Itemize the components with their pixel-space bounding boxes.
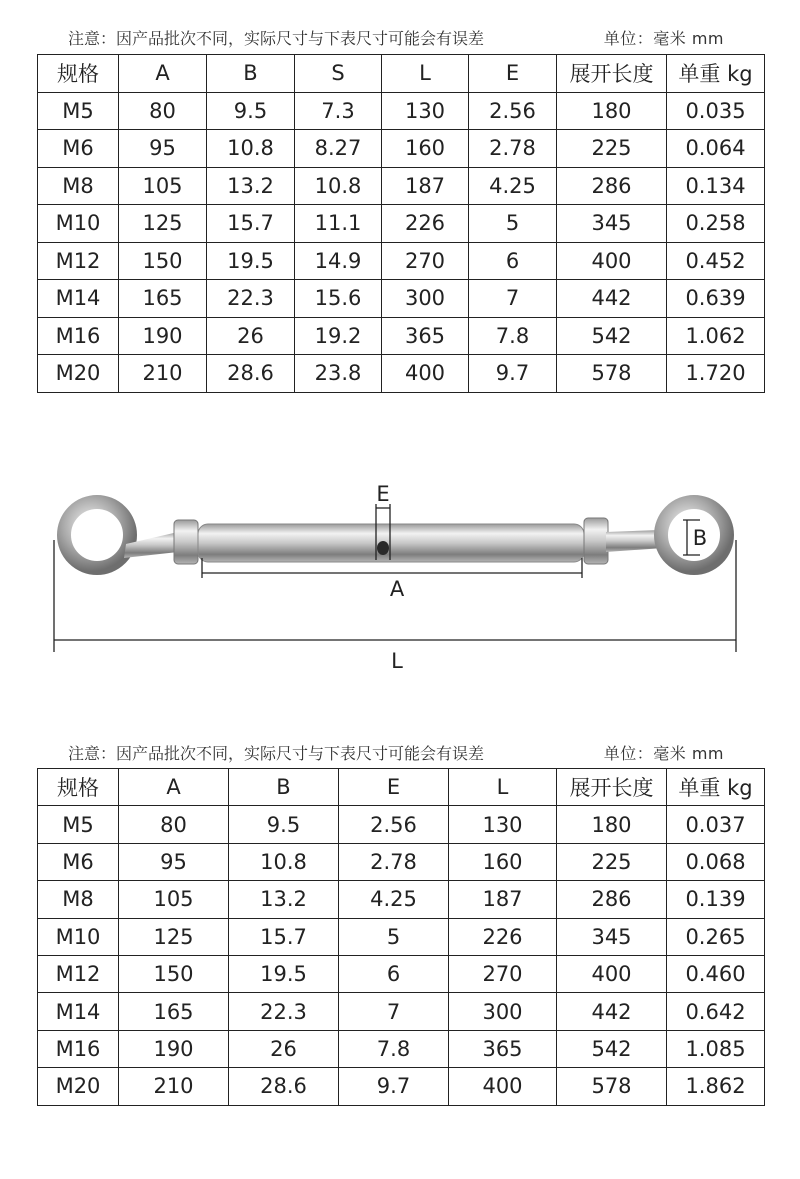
dimension-b <box>683 520 707 555</box>
spec-cell: M5 <box>38 806 119 843</box>
value-cell: 7.8 <box>469 317 557 355</box>
value-cell: 11.1 <box>295 205 382 243</box>
value-cell: 210 <box>119 1068 229 1105</box>
spec-cell: M14 <box>38 280 119 318</box>
value-cell: 1.862 <box>667 1068 765 1105</box>
table-row <box>38 955 765 992</box>
value-cell: 345 <box>557 918 667 955</box>
table-row <box>38 843 765 880</box>
value-cell: 130 <box>449 806 557 843</box>
turnbuckle-diagram <box>0 440 800 700</box>
value-cell: 0.639 <box>667 280 765 318</box>
value-cell: 270 <box>382 242 469 280</box>
value-cell: 2.56 <box>339 806 449 843</box>
value-cell: 26 <box>229 1030 339 1067</box>
table-row <box>38 806 765 843</box>
value-cell: 0.035 <box>667 92 765 130</box>
value-cell: 226 <box>382 205 469 243</box>
value-cell: 19.5 <box>229 955 339 992</box>
header-cell: B <box>207 55 295 93</box>
value-cell: 23.8 <box>295 355 382 393</box>
header-cell: A <box>119 769 229 806</box>
value-cell: 9.5 <box>229 806 339 843</box>
label-l: L <box>391 649 403 673</box>
value-cell: 7 <box>469 280 557 318</box>
table-body <box>38 806 765 1105</box>
value-cell: 105 <box>119 167 207 205</box>
value-cell: 365 <box>382 317 469 355</box>
value-cell: 22.3 <box>229 993 339 1030</box>
right-eye-bolt <box>606 502 727 568</box>
value-cell: 0.642 <box>667 993 765 1030</box>
value-cell: 19.2 <box>295 317 382 355</box>
tolerance-note: 注意：因产品批次不同，实际尺寸与下表尺寸可能会有误差 <box>68 744 485 763</box>
value-cell: 400 <box>557 955 667 992</box>
table-row <box>38 167 765 205</box>
value-cell: 160 <box>382 130 469 168</box>
value-cell: 578 <box>557 1068 667 1105</box>
spec-cell: M12 <box>38 955 119 992</box>
value-cell: 22.3 <box>207 280 295 318</box>
spec-table-2 <box>37 768 765 1106</box>
value-cell: 7.8 <box>339 1030 449 1067</box>
value-cell: 0.064 <box>667 130 765 168</box>
value-cell: 4.25 <box>339 881 449 918</box>
value-cell: 125 <box>119 918 229 955</box>
table-row <box>38 130 765 168</box>
value-cell: 165 <box>119 280 207 318</box>
value-cell: 5 <box>469 205 557 243</box>
value-cell: 400 <box>557 242 667 280</box>
value-cell: 442 <box>557 280 667 318</box>
spec-cell: M14 <box>38 993 119 1030</box>
value-cell: 300 <box>382 280 469 318</box>
table-row <box>38 280 765 318</box>
value-cell: 19.5 <box>207 242 295 280</box>
table-row <box>38 918 765 955</box>
value-cell: 180 <box>557 92 667 130</box>
table-row <box>38 881 765 918</box>
table-body <box>38 92 765 392</box>
value-cell: 10.8 <box>229 843 339 880</box>
table-header-row <box>38 55 765 93</box>
spec-cell: M12 <box>38 242 119 280</box>
value-cell: 400 <box>449 1068 557 1105</box>
value-cell: 28.6 <box>229 1068 339 1105</box>
spec-cell: M10 <box>38 918 119 955</box>
value-cell: 0.265 <box>667 918 765 955</box>
value-cell: 9.7 <box>469 355 557 393</box>
header-cell: 单重 kg <box>667 55 765 93</box>
value-cell: 286 <box>557 881 667 918</box>
value-cell: 0.068 <box>667 843 765 880</box>
spec-cell: M8 <box>38 881 119 918</box>
label-a: A <box>389 577 405 601</box>
value-cell: 1.720 <box>667 355 765 393</box>
spec-cell: M6 <box>38 843 119 880</box>
value-cell: 5 <box>339 918 449 955</box>
unit-note: 单位：毫米 mm <box>603 744 724 763</box>
value-cell: 225 <box>557 130 667 168</box>
value-cell: 9.7 <box>339 1068 449 1105</box>
bottom-note <box>38 741 764 764</box>
table-row <box>38 242 765 280</box>
value-cell: 0.460 <box>667 955 765 992</box>
value-cell: 4.25 <box>469 167 557 205</box>
value-cell: 8.27 <box>295 130 382 168</box>
value-cell: 0.037 <box>667 806 765 843</box>
value-cell: 15.7 <box>229 918 339 955</box>
value-cell: 95 <box>119 130 207 168</box>
header-cell: 规格 <box>38 55 119 93</box>
table-row <box>38 205 765 243</box>
value-cell: 95 <box>119 843 229 880</box>
value-cell: 80 <box>119 806 229 843</box>
value-cell: 6 <box>339 955 449 992</box>
value-cell: 210 <box>119 355 207 393</box>
spec-cell: M16 <box>38 1030 119 1067</box>
unit-note: 单位：毫米 mm <box>603 29 724 48</box>
left-nut <box>174 520 198 564</box>
value-cell: 6 <box>469 242 557 280</box>
header-cell: S <box>295 55 382 93</box>
value-cell: 130 <box>382 92 469 130</box>
value-cell: 1.062 <box>667 317 765 355</box>
value-cell: 226 <box>449 918 557 955</box>
value-cell: 2.56 <box>469 92 557 130</box>
value-cell: 9.5 <box>207 92 295 130</box>
table-row <box>38 355 765 393</box>
spec-cell: M5 <box>38 92 119 130</box>
table-row <box>38 1068 765 1105</box>
value-cell: 160 <box>449 843 557 880</box>
spec-cell: M20 <box>38 355 119 393</box>
header-cell: 规格 <box>38 769 119 806</box>
value-cell: 286 <box>557 167 667 205</box>
value-cell: 0.258 <box>667 205 765 243</box>
header-cell: 展开长度 <box>557 769 667 806</box>
value-cell: 13.2 <box>207 167 295 205</box>
value-cell: 187 <box>382 167 469 205</box>
label-e: E <box>376 482 390 506</box>
label-b: B <box>692 526 708 550</box>
spec-cell: M8 <box>38 167 119 205</box>
value-cell: 270 <box>449 955 557 992</box>
value-cell: 2.78 <box>469 130 557 168</box>
header-cell: E <box>469 55 557 93</box>
value-cell: 26 <box>207 317 295 355</box>
top-note <box>38 26 764 49</box>
table-row <box>38 92 765 130</box>
table-row <box>38 993 765 1030</box>
value-cell: 7.3 <box>295 92 382 130</box>
value-cell: 0.139 <box>667 881 765 918</box>
value-cell: 300 <box>449 993 557 1030</box>
value-cell: 150 <box>119 955 229 992</box>
value-cell: 150 <box>119 242 207 280</box>
value-cell: 7 <box>339 993 449 1030</box>
value-cell: 400 <box>382 355 469 393</box>
value-cell: 225 <box>557 843 667 880</box>
value-cell: 15.6 <box>295 280 382 318</box>
header-cell: 单重 kg <box>667 769 765 806</box>
spec-cell: M10 <box>38 205 119 243</box>
dimension-a <box>202 558 582 601</box>
value-cell: 190 <box>119 1030 229 1067</box>
spec-table-1 <box>37 54 765 393</box>
value-cell: 105 <box>119 881 229 918</box>
value-cell: 365 <box>449 1030 557 1067</box>
table-header-row <box>38 769 765 806</box>
value-cell: 10.8 <box>295 167 382 205</box>
spec-cell: M16 <box>38 317 119 355</box>
value-cell: 80 <box>119 92 207 130</box>
right-nut <box>584 518 608 564</box>
value-cell: 542 <box>557 1030 667 1067</box>
value-cell: 13.2 <box>229 881 339 918</box>
header-cell: L <box>382 55 469 93</box>
value-cell: 187 <box>449 881 557 918</box>
header-cell: B <box>229 769 339 806</box>
table-row <box>38 1030 765 1067</box>
value-cell: 0.452 <box>667 242 765 280</box>
header-cell: L <box>449 769 557 806</box>
value-cell: 180 <box>557 806 667 843</box>
table-row <box>38 317 765 355</box>
value-cell: 442 <box>557 993 667 1030</box>
tolerance-note: 注意：因产品批次不同，实际尺寸与下表尺寸可能会有误差 <box>68 29 485 48</box>
value-cell: 15.7 <box>207 205 295 243</box>
spec-cell: M20 <box>38 1068 119 1105</box>
value-cell: 10.8 <box>207 130 295 168</box>
value-cell: 28.6 <box>207 355 295 393</box>
value-cell: 0.134 <box>667 167 765 205</box>
value-cell: 2.78 <box>339 843 449 880</box>
left-eye-bolt <box>64 502 178 568</box>
value-cell: 125 <box>119 205 207 243</box>
value-cell: 542 <box>557 317 667 355</box>
turnbuckle-body <box>198 524 584 562</box>
header-cell: 展开长度 <box>557 55 667 93</box>
value-cell: 1.085 <box>667 1030 765 1067</box>
value-cell: 14.9 <box>295 242 382 280</box>
header-cell: E <box>339 769 449 806</box>
value-cell: 578 <box>557 355 667 393</box>
value-cell: 165 <box>119 993 229 1030</box>
value-cell: 190 <box>119 317 207 355</box>
header-cell: A <box>119 55 207 93</box>
spec-cell: M6 <box>38 130 119 168</box>
value-cell: 345 <box>557 205 667 243</box>
